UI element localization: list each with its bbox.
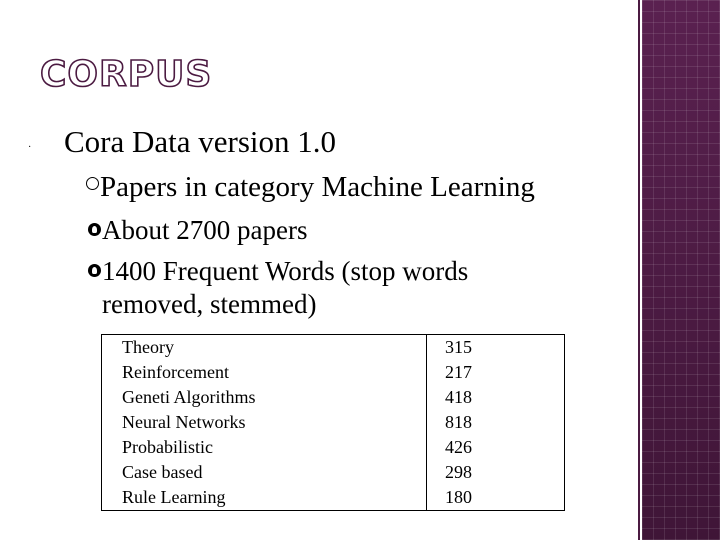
table-row — [102, 485, 565, 511]
bullet-level-1: Cora Data version 1.0 — [64, 124, 337, 159]
count-cell: 426 — [427, 435, 565, 460]
category-cell: Rule Learning — [102, 485, 427, 511]
slide-title — [40, 48, 240, 98]
filled-circle-bullet-icon — [88, 264, 101, 277]
table-row — [102, 385, 565, 410]
count-cell: 315 — [427, 335, 565, 361]
table-row — [102, 460, 565, 485]
bullet-level-2: Papers in category Machine Learning — [100, 171, 535, 203]
count-cell: 418 — [427, 385, 565, 410]
hollow-circle-bullet-icon — [86, 177, 99, 190]
category-cell: Reinforcement — [102, 360, 427, 385]
slide-title-text: CORPUS — [40, 54, 213, 95]
category-cell: Geneti Algorithms — [102, 385, 427, 410]
category-cell: Case based — [102, 460, 427, 485]
category-cell: Theory — [102, 335, 427, 361]
count-cell: 217 — [427, 360, 565, 385]
category-count-table — [101, 334, 565, 511]
filled-circle-bullet-icon — [88, 223, 101, 236]
count-cell: 298 — [427, 460, 565, 485]
table-row — [102, 335, 565, 361]
table-row — [102, 435, 565, 460]
side-divider-line — [638, 0, 640, 540]
bullet-level-3-words-line2: removed, stemmed) — [102, 289, 317, 319]
decorative-side-panel — [642, 0, 720, 540]
table-row — [102, 360, 565, 385]
bullet-dot-icon: · — [28, 142, 32, 153]
bullet-level-3-papers: About 2700 papers — [102, 215, 308, 245]
category-cell: Neural Networks — [102, 410, 427, 435]
count-cell: 180 — [427, 485, 565, 511]
bullet-level-3-words-line1: 1400 Frequent Words (stop words — [102, 256, 469, 286]
table-row — [102, 410, 565, 435]
count-cell: 818 — [427, 410, 565, 435]
category-cell: Probabilistic — [102, 435, 427, 460]
